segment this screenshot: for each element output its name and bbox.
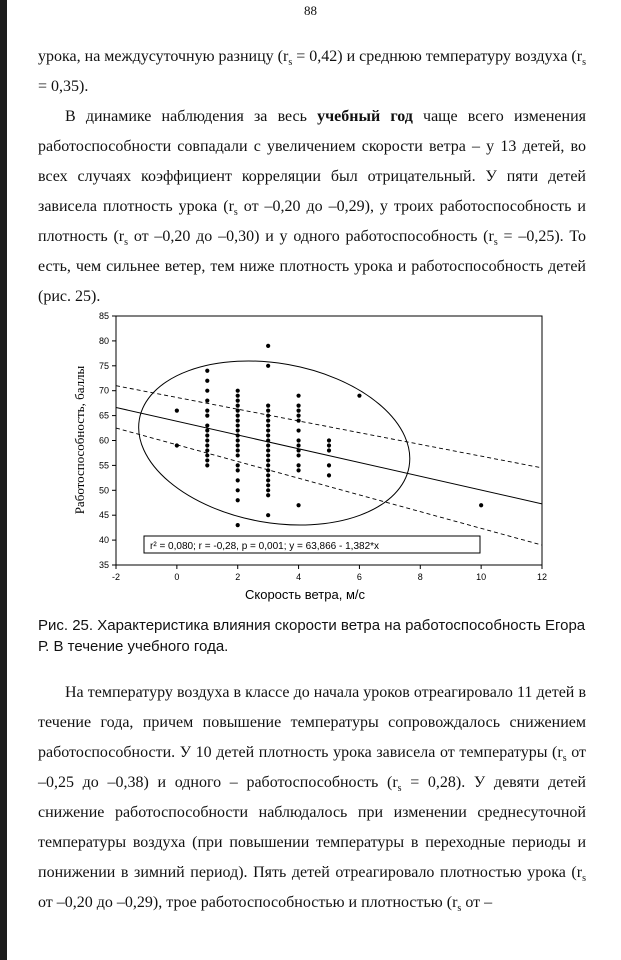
data-point xyxy=(296,448,300,452)
data-point xyxy=(205,399,209,403)
data-point xyxy=(266,513,270,517)
y-tick-label: 65 xyxy=(98,410,109,421)
data-point xyxy=(236,448,240,452)
data-point xyxy=(236,423,240,427)
y-tick-label: 50 xyxy=(98,485,109,496)
data-point xyxy=(327,443,331,447)
scan-edge xyxy=(0,0,7,960)
y-tick-label: 70 xyxy=(98,385,109,396)
paragraph-3: На температуру воздуха в классе до начала уроков отреагировало 11 детей в течение года, причем повышение температуры сопровождалось снижением работоспособности. У 10 детей плотность урока зависела от температуры ($r_s$ от –0,25 до –0,38) и одного – работоспособность $(r_s = 0,28)$. У девяти детей снижение работоспособности наблюдалось при изменении среднесуточной температуры воздуха (при повышении температуры в переходные периоды и понижении в зимний период). Пять детей отреагировало плотностью урока ($r_s$ от –0,20 до –0,29), трое работоспособностью и плотностью ($r_s$ от – xyxy=(38,684,587,915)
data-point xyxy=(266,438,270,442)
data-point xyxy=(266,414,270,418)
data-point xyxy=(205,409,209,413)
data-point xyxy=(479,503,483,507)
x-tick-label: 4 xyxy=(296,572,302,582)
x-tick-label: 0 xyxy=(174,572,180,582)
data-point xyxy=(236,498,240,502)
data-point xyxy=(296,463,300,467)
y-tick-label: 35 xyxy=(98,560,109,570)
data-point xyxy=(266,488,270,492)
y-tick-label: 40 xyxy=(98,535,109,546)
y-tick-label: 45 xyxy=(98,510,109,521)
figure-caption: Рис. 25. Характеристика влияния скорости ветра на работоспособность Егора Р. В течение учебного года. xyxy=(38,617,586,655)
data-point xyxy=(296,414,300,418)
data-point xyxy=(236,478,240,482)
y-tick-label: 80 xyxy=(98,335,109,346)
data-point xyxy=(205,414,209,418)
data-point xyxy=(236,394,240,398)
data-point xyxy=(266,404,270,408)
data-point xyxy=(266,478,270,482)
data-point xyxy=(236,438,240,442)
data-point xyxy=(236,389,240,393)
data-point xyxy=(205,379,209,383)
data-point xyxy=(266,468,270,472)
data-point xyxy=(175,409,179,413)
data-point xyxy=(205,453,209,457)
data-point xyxy=(266,483,270,487)
data-point xyxy=(266,433,270,437)
data-point xyxy=(266,428,270,432)
data-point xyxy=(296,503,300,507)
x-axis-label: Скорость ветра, м/с xyxy=(245,587,365,602)
data-point xyxy=(236,453,240,457)
data-point xyxy=(357,394,361,398)
data-point xyxy=(236,443,240,447)
data-point xyxy=(296,394,300,398)
y-axis-label: Работоспособность, баллы xyxy=(72,365,87,515)
data-point xyxy=(205,443,209,447)
y-tick-label: 60 xyxy=(98,435,109,446)
x-tick-label: 8 xyxy=(417,572,423,582)
data-point xyxy=(236,404,240,408)
data-point xyxy=(236,523,240,527)
data-point xyxy=(266,423,270,427)
data-point xyxy=(327,448,331,452)
paragraph-2: В динамике наблюдения за весь учебный год чаще всего изменения работоспособности совпадали с увеличением скорости ветра – у 13 детей, во всех случаях коэффициент корреляции был отрицательный. У пяти детей зависела плотность урока ($r_s$ от –0,20 до –0,29), у троих работоспособность и плотность ($r_s$ от –0,20 до –0,30) и у одного работоспособность $(r_s = -0,25)$. То есть, чем сильнее ветер, тем ниже плотность урока и работоспособность детей (рис. 25). xyxy=(38,108,587,305)
data-point xyxy=(266,463,270,467)
data-point xyxy=(205,389,209,393)
data-point xyxy=(266,453,270,457)
data-point xyxy=(205,423,209,427)
data-point xyxy=(205,463,209,467)
data-point xyxy=(236,488,240,492)
data-point xyxy=(205,438,209,442)
data-point xyxy=(296,428,300,432)
data-point xyxy=(266,344,270,348)
data-point xyxy=(236,418,240,422)
data-point xyxy=(236,468,240,472)
data-point xyxy=(175,443,179,447)
data-point xyxy=(266,448,270,452)
data-point xyxy=(266,443,270,447)
data-point xyxy=(205,428,209,432)
x-tick-label: 2 xyxy=(235,572,241,582)
data-point xyxy=(236,409,240,413)
data-point xyxy=(266,493,270,497)
paragraph-1: урока, на междусуточную разницу $(r_s = 0,42)$ и среднюю температуру воздуха $(r_s = 0,35)$. xyxy=(38,48,586,95)
data-point xyxy=(296,453,300,457)
data-point xyxy=(327,463,331,467)
stats-annotation: r² = 0,080; r = -0,28, p = 0,001; y = 63,866 - 1,382*x xyxy=(150,541,380,552)
data-point xyxy=(236,463,240,467)
y-tick-label: 55 xyxy=(98,460,109,471)
x-tick-label: -2 xyxy=(111,572,121,582)
scatter-chart xyxy=(70,306,560,606)
x-tick-label: 12 xyxy=(536,572,548,582)
page-number: 88 xyxy=(304,3,317,18)
data-point xyxy=(296,443,300,447)
data-point xyxy=(296,468,300,472)
data-point xyxy=(236,399,240,403)
data-point xyxy=(236,414,240,418)
data-point xyxy=(236,428,240,432)
x-tick-label: 10 xyxy=(476,572,487,582)
data-point xyxy=(205,433,209,437)
data-point xyxy=(266,418,270,422)
data-point xyxy=(327,473,331,477)
data-point xyxy=(205,448,209,452)
data-point xyxy=(236,433,240,437)
y-tick-label: 85 xyxy=(98,311,109,321)
data-point xyxy=(266,364,270,368)
data-point xyxy=(266,458,270,462)
data-point xyxy=(266,473,270,477)
data-point xyxy=(205,369,209,373)
data-point xyxy=(266,409,270,413)
x-tick-label: 6 xyxy=(356,572,362,582)
data-point xyxy=(327,438,331,442)
data-point xyxy=(296,404,300,408)
data-point xyxy=(296,418,300,422)
data-point xyxy=(296,409,300,413)
data-point xyxy=(296,438,300,442)
data-point xyxy=(205,458,209,462)
y-tick-label: 75 xyxy=(98,360,109,371)
